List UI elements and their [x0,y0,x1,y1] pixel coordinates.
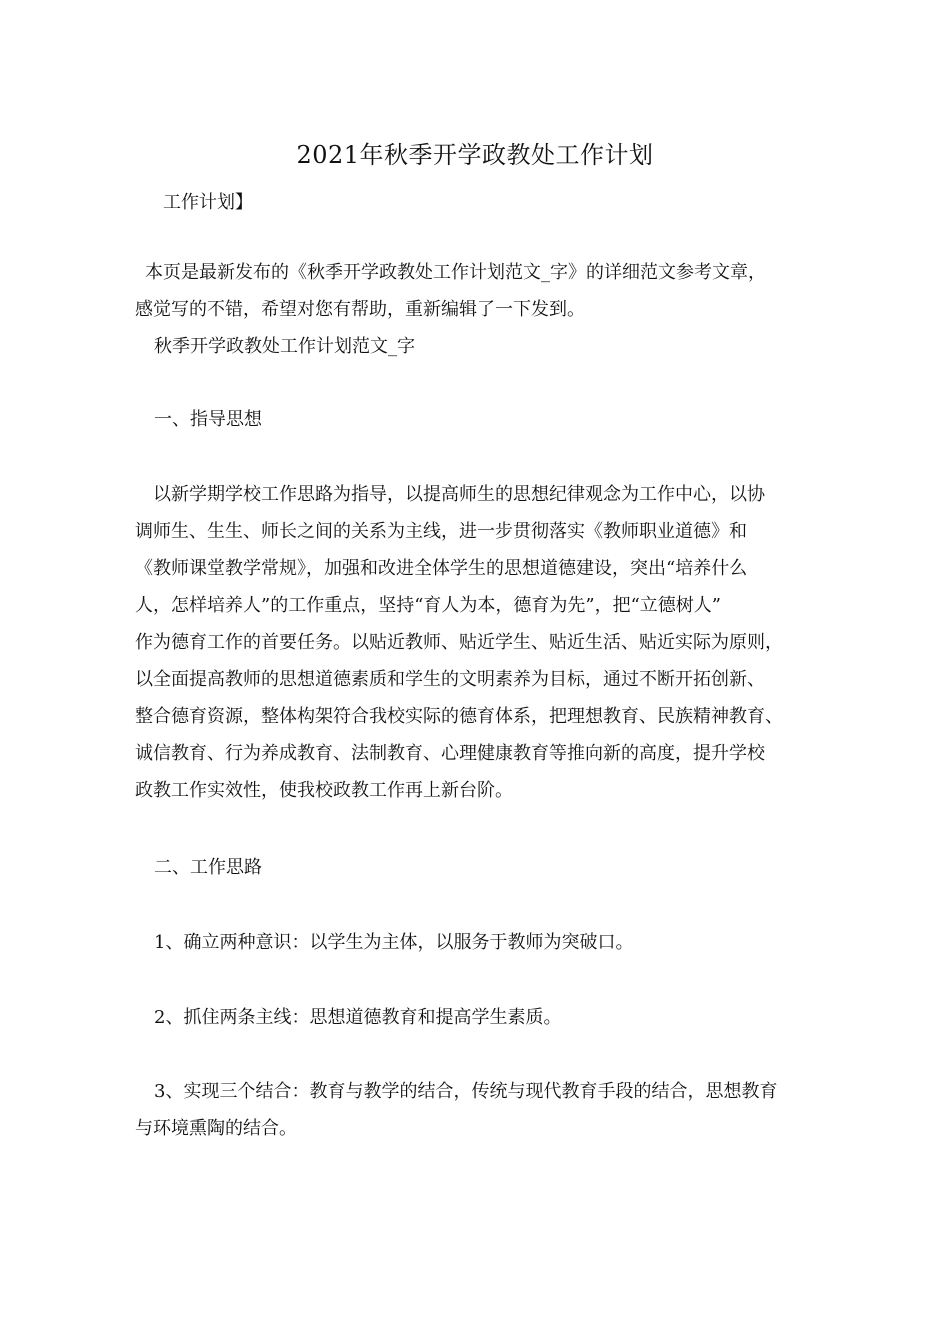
paragraph-line: 作为德育工作的首要任务。以贴近教师、贴近学生、贴近生活、贴近实际为原则， [135,632,783,653]
paragraph-line: 整合德育资源，整体构架符合我校实际的德育体系，把理想教育、民族精神教育、 [135,706,783,727]
document-subtitle: 秋季开学政教处工作计划范文_字 [154,336,415,357]
guiding-ideas-paragraph [135,476,825,809]
paragraph-line: 人，怎样培养人”的工作重点，坚持“育人为本，德育为先”，把“立德树人” [135,595,722,616]
intro-paragraph [135,254,825,328]
paragraph-line: 以全面提高教师的思想道德素质和学生的文明素养为目标，通过不断开拓创新、 [135,669,765,690]
list-item-line: 3、实现三个结合：教育与教学的结合，传统与现代教育手段的结合，思想教育 [154,1081,778,1102]
list-item: 2、抓住两条主线：思想道德教育和提高学生素质。 [154,1007,562,1028]
paragraph-line: 调师生、生生、师长之间的关系为主线，进一步贯彻落实《教师职业道德》和 [135,521,747,542]
paragraph-line: 政教工作实效性，使我校政教工作再上新台阶。 [135,780,513,801]
document-title: 2021年秋季开学政教处工作计划 [296,141,654,169]
tag-line: 工作计划】 [163,192,253,213]
paragraph-line: 《教师课堂教学常规》，加强和改进全体学生的思想道德建设，突出“培养什么 [135,558,748,579]
section-heading-guiding-ideas: 一、指导思想 [154,409,262,430]
list-item-line: 与环境熏陶的结合。 [135,1118,297,1139]
section-heading-work-approach: 二、工作思路 [154,857,262,878]
intro-line: 本页是最新发布的《秋季开学政教处工作计划范文_字》的详细范文参考文章， [145,262,766,283]
paragraph-line: 以新学期学校工作思路为指导，以提高师生的思想纪律观念为工作中心，以协 [153,484,765,505]
list-item: 1、确立两种意识：以学生为主体，以服务于教师为突破口。 [154,932,634,953]
paragraph-line: 诚信教育、行为养成教育、法制教育、心理健康教育等推向新的高度，提升学校 [135,743,765,764]
intro-line: 感觉写的不错，希望对您有帮助，重新编辑了一下发到。 [135,299,585,320]
list-item [135,1073,825,1147]
